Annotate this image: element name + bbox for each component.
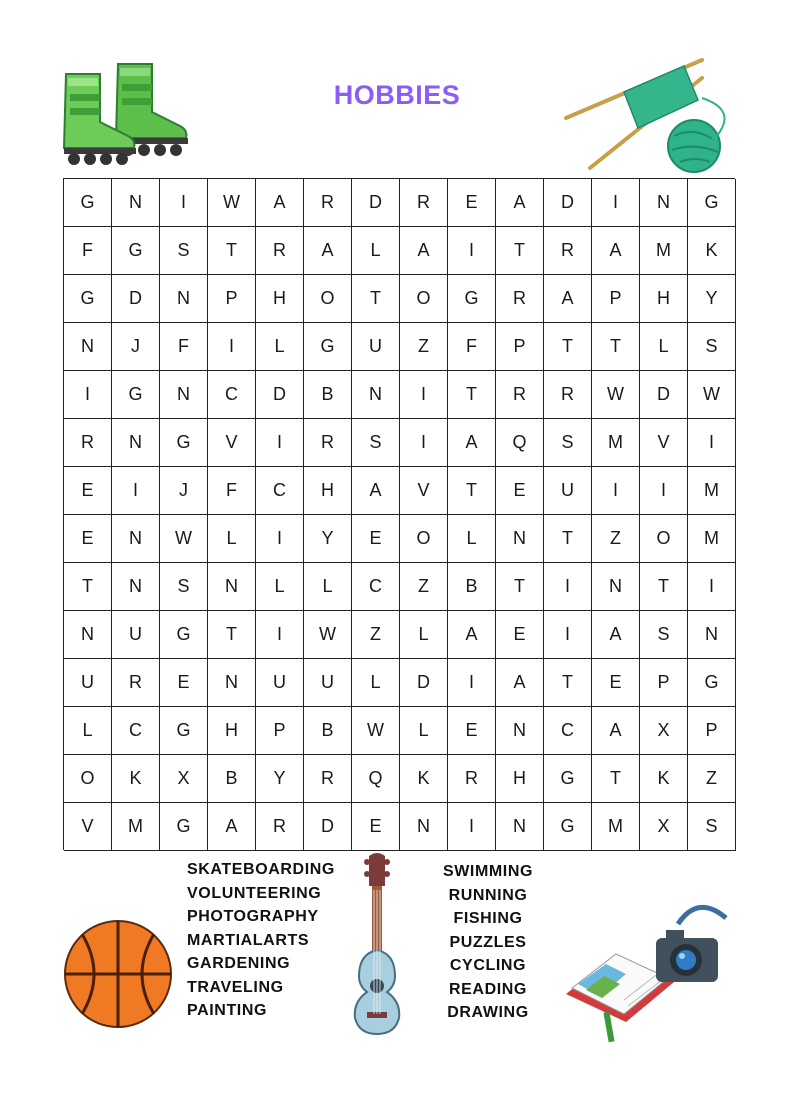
grid-cell[interactable]: L [640, 323, 688, 371]
grid-cell[interactable]: X [640, 803, 688, 851]
grid-cell[interactable]: I [256, 515, 304, 563]
grid-cell[interactable]: B [208, 755, 256, 803]
grid-cell[interactable]: A [352, 467, 400, 515]
grid-cell[interactable]: N [208, 563, 256, 611]
knitting-yarn-icon [562, 58, 737, 178]
grid-cell[interactable]: T [352, 275, 400, 323]
grid-cell[interactable]: F [448, 323, 496, 371]
word-list-item: SKATEBOARDING [187, 861, 335, 878]
grid-cell[interactable]: G [448, 275, 496, 323]
word-list-item: PAINTING [187, 1002, 268, 1019]
grid-cell[interactable]: T [208, 227, 256, 275]
grid-cell[interactable]: I [64, 371, 112, 419]
grid-cell[interactable]: L [352, 659, 400, 707]
grid-cell[interactable]: R [304, 179, 352, 227]
grid-cell[interactable]: K [640, 755, 688, 803]
grid-cell[interactable]: I [448, 803, 496, 851]
grid-cell[interactable]: Z [592, 515, 640, 563]
grid-cell[interactable]: P [640, 659, 688, 707]
grid-cell[interactable]: R [304, 419, 352, 467]
grid-cell[interactable]: M [592, 419, 640, 467]
grid-cell[interactable]: B [304, 707, 352, 755]
grid-cell[interactable]: R [112, 659, 160, 707]
grid-cell[interactable]: I [160, 179, 208, 227]
grid-cell[interactable]: W [352, 707, 400, 755]
grid-cell[interactable]: G [304, 323, 352, 371]
grid-cell[interactable]: G [544, 755, 592, 803]
grid-cell[interactable]: R [544, 371, 592, 419]
grid-cell[interactable]: H [496, 755, 544, 803]
word-search-grid [63, 178, 735, 850]
grid-cell[interactable]: H [208, 707, 256, 755]
grid-cell[interactable]: T [64, 563, 112, 611]
grid-cell[interactable]: L [256, 563, 304, 611]
grid-cell[interactable]: B [304, 371, 352, 419]
grid-cell[interactable]: M [688, 467, 736, 515]
grid-cell[interactable]: G [160, 611, 208, 659]
grid-cell[interactable]: M [112, 803, 160, 851]
grid-cell[interactable]: I [400, 419, 448, 467]
grid-cell[interactable]: O [304, 275, 352, 323]
word-list-item: DRAWING [447, 1004, 529, 1021]
grid-cell[interactable]: S [640, 611, 688, 659]
grid-cell[interactable]: M [640, 227, 688, 275]
grid-cell[interactable]: T [544, 323, 592, 371]
grid-cell[interactable]: T [544, 515, 592, 563]
grid-cell[interactable]: Z [400, 563, 448, 611]
grid-cell[interactable]: P [688, 707, 736, 755]
grid-cell[interactable]: E [448, 179, 496, 227]
grid-cell[interactable]: T [496, 227, 544, 275]
grid-cell[interactable]: S [352, 419, 400, 467]
grid-cell[interactable]: B [448, 563, 496, 611]
grid-cell[interactable]: K [112, 755, 160, 803]
grid-cell[interactable]: T [496, 563, 544, 611]
grid-cell[interactable]: I [688, 419, 736, 467]
grid-cell[interactable]: R [544, 227, 592, 275]
grid-cell[interactable]: P [592, 275, 640, 323]
grid-cell[interactable]: T [448, 371, 496, 419]
grid-cell[interactable]: C [352, 563, 400, 611]
grid-cell[interactable]: C [544, 707, 592, 755]
grid-cell[interactable]: D [304, 803, 352, 851]
grid-cell[interactable]: L [400, 707, 448, 755]
grid-cell[interactable]: N [592, 563, 640, 611]
grid-cell[interactable]: L [256, 323, 304, 371]
grid-cell[interactable]: E [496, 467, 544, 515]
grid-cell[interactable]: E [592, 659, 640, 707]
grid-cell[interactable]: C [256, 467, 304, 515]
grid-cell[interactable]: I [448, 659, 496, 707]
grid-cell[interactable]: N [112, 563, 160, 611]
grid-cell[interactable]: G [112, 371, 160, 419]
grid-cell[interactable]: L [304, 563, 352, 611]
word-list-item: TRAVELING [187, 978, 284, 996]
grid-cell[interactable]: C [208, 371, 256, 419]
grid-cell[interactable]: R [256, 227, 304, 275]
grid-cell[interactable]: C [112, 707, 160, 755]
word-list-item: FISHING [453, 910, 523, 927]
grid-cell[interactable]: R [256, 803, 304, 851]
grid-cell[interactable]: A [448, 611, 496, 659]
grid-cell[interactable]: I [544, 563, 592, 611]
grid-cell[interactable]: R [496, 275, 544, 323]
grid-cell[interactable]: Q [352, 755, 400, 803]
grid-cell[interactable]: Z [688, 755, 736, 803]
grid-cell[interactable]: I [256, 611, 304, 659]
grid-cell[interactable]: E [352, 803, 400, 851]
page-title: HOBBIES [333, 80, 461, 110]
grid-cell[interactable]: N [112, 419, 160, 467]
grid-cell[interactable]: U [304, 659, 352, 707]
grid-cell[interactable]: I [256, 419, 304, 467]
grid-cell[interactable]: I [448, 227, 496, 275]
grid-cell[interactable]: J [112, 323, 160, 371]
word-list-item: CYCLING [449, 957, 527, 974]
grid-cell[interactable]: L [352, 227, 400, 275]
grid-cell[interactable]: A [592, 227, 640, 275]
grid-cell[interactable]: P [496, 323, 544, 371]
grid-cell[interactable]: O [400, 515, 448, 563]
grid-cell[interactable]: O [64, 755, 112, 803]
grid-cell[interactable]: G [64, 275, 112, 323]
word-list-item: PHOTOGRAPHY [187, 908, 319, 925]
grid-cell[interactable]: N [112, 515, 160, 563]
grid-cell[interactable]: S [688, 323, 736, 371]
grid-cell[interactable]: S [160, 227, 208, 275]
grid-cell[interactable]: I [592, 179, 640, 227]
grid-cell[interactable]: T [448, 467, 496, 515]
word-list-item: GARDENING [187, 955, 291, 972]
grid-cell[interactable]: R [448, 755, 496, 803]
grid-cell[interactable]: H [640, 275, 688, 323]
grid-cell[interactable]: W [304, 611, 352, 659]
basketball-icon [62, 918, 174, 1030]
inline-skates-icon [60, 58, 192, 168]
grid-cell[interactable]: I [640, 467, 688, 515]
camera-book-icon [566, 902, 736, 1044]
grid-cell[interactable]: N [640, 179, 688, 227]
grid-cell[interactable]: V [640, 419, 688, 467]
grid-cell[interactable]: W [688, 371, 736, 419]
grid-cell[interactable]: T [208, 611, 256, 659]
grid-cell[interactable]: V [400, 467, 448, 515]
grid-cell[interactable]: U [544, 467, 592, 515]
grid-cell[interactable]: D [544, 179, 592, 227]
grid-cell[interactable]: N [64, 323, 112, 371]
grid-cell[interactable]: E [448, 707, 496, 755]
grid-cell[interactable]: A [496, 659, 544, 707]
grid-cell[interactable]: N [496, 515, 544, 563]
grid-cell[interactable]: F [160, 323, 208, 371]
grid-cell[interactable]: L [400, 611, 448, 659]
grid-cell[interactable]: M [688, 515, 736, 563]
grid-cell[interactable]: E [352, 515, 400, 563]
grid-cell[interactable]: V [208, 419, 256, 467]
grid-cell[interactable]: A [592, 707, 640, 755]
grid-cell[interactable]: G [64, 179, 112, 227]
ukulele-icon [347, 850, 409, 1036]
grid-cell[interactable]: D [256, 371, 304, 419]
grid-cell[interactable]: R [64, 419, 112, 467]
grid-cell[interactable]: D [352, 179, 400, 227]
grid-cell[interactable]: Y [304, 515, 352, 563]
grid-cell[interactable]: U [352, 323, 400, 371]
grid-cell[interactable]: X [640, 707, 688, 755]
word-list-item: RUNNING [448, 886, 528, 904]
grid-cell[interactable]: E [64, 515, 112, 563]
grid-cell[interactable]: Z [400, 323, 448, 371]
grid-cell[interactable]: E [160, 659, 208, 707]
grid-cell[interactable]: N [352, 371, 400, 419]
grid-cell[interactable]: F [208, 467, 256, 515]
word-list-item: MARTIALARTS [187, 931, 310, 949]
grid-cell[interactable]: G [160, 419, 208, 467]
grid-cell[interactable]: D [400, 659, 448, 707]
grid-cell[interactable]: H [256, 275, 304, 323]
grid-cell[interactable]: E [496, 611, 544, 659]
word-list-item: PUZZLES [449, 933, 527, 951]
grid-cell[interactable]: G [688, 179, 736, 227]
grid-cell[interactable]: I [544, 611, 592, 659]
grid-cell[interactable]: D [640, 371, 688, 419]
grid-cell[interactable]: G [544, 803, 592, 851]
grid-cell[interactable]: S [688, 803, 736, 851]
grid-cell[interactable]: L [448, 515, 496, 563]
grid-cell[interactable]: N [688, 611, 736, 659]
grid-cell[interactable]: A [304, 227, 352, 275]
word-list-right [440, 860, 536, 1025]
grid-cell[interactable]: S [160, 563, 208, 611]
grid-cell[interactable]: U [256, 659, 304, 707]
grid-cell[interactable]: A [592, 611, 640, 659]
grid-cell[interactable]: G [160, 803, 208, 851]
grid-cell[interactable]: R [400, 179, 448, 227]
grid-cell[interactable]: G [112, 227, 160, 275]
grid-cell[interactable]: Y [688, 275, 736, 323]
grid-cell[interactable]: D [112, 275, 160, 323]
grid-cell[interactable]: T [544, 659, 592, 707]
grid-cell[interactable]: V [64, 803, 112, 851]
grid-cell[interactable]: Z [352, 611, 400, 659]
grid-cell[interactable]: S [544, 419, 592, 467]
grid-cell[interactable]: A [544, 275, 592, 323]
grid-cell[interactable]: A [256, 179, 304, 227]
grid-cell[interactable]: Y [256, 755, 304, 803]
grid-cell[interactable]: N [64, 611, 112, 659]
grid-cell[interactable]: I [112, 467, 160, 515]
grid-cell[interactable]: N [160, 275, 208, 323]
word-list-item: SWIMMING [442, 863, 534, 880]
grid-cell[interactable]: N [496, 707, 544, 755]
grid-cell[interactable]: A [448, 419, 496, 467]
grid-cell[interactable]: N [496, 803, 544, 851]
grid-cell[interactable]: K [400, 755, 448, 803]
grid-cell[interactable]: Q [496, 419, 544, 467]
grid-cell[interactable]: J [160, 467, 208, 515]
grid-cell[interactable]: U [112, 611, 160, 659]
grid-cell[interactable]: G [688, 659, 736, 707]
grid-cell[interactable]: F [64, 227, 112, 275]
grid-cell[interactable]: W [208, 179, 256, 227]
grid-cell[interactable]: N [112, 179, 160, 227]
grid-cell[interactable]: H [304, 467, 352, 515]
word-list-item: VOLUNTEERING [187, 884, 322, 902]
grid-cell[interactable]: N [400, 803, 448, 851]
grid-cell[interactable]: I [208, 323, 256, 371]
grid-cell[interactable]: M [592, 803, 640, 851]
grid-cell[interactable]: P [256, 707, 304, 755]
grid-cell[interactable]: T [640, 563, 688, 611]
grid-cell[interactable]: T [592, 323, 640, 371]
grid-cell[interactable]: N [208, 659, 256, 707]
grid-cell[interactable]: N [160, 371, 208, 419]
grid-cell[interactable]: W [592, 371, 640, 419]
grid-cell[interactable]: P [208, 275, 256, 323]
grid-cell[interactable]: L [208, 515, 256, 563]
grid-cell[interactable]: W [160, 515, 208, 563]
grid-cell[interactable]: R [496, 371, 544, 419]
grid-cell[interactable]: O [400, 275, 448, 323]
grid-cell[interactable]: R [304, 755, 352, 803]
grid-cell[interactable]: E [64, 467, 112, 515]
grid-cell[interactable]: U [64, 659, 112, 707]
grid-cell[interactable]: A [208, 803, 256, 851]
grid-cell[interactable]: A [496, 179, 544, 227]
grid-cell[interactable]: I [688, 563, 736, 611]
grid-cell[interactable]: I [592, 467, 640, 515]
grid-cell[interactable]: X [160, 755, 208, 803]
grid-cell[interactable]: K [688, 227, 736, 275]
word-list-item: READING [449, 980, 527, 998]
grid-cell[interactable]: G [160, 707, 208, 755]
grid-cell[interactable]: O [640, 515, 688, 563]
word-list-left [187, 858, 335, 1023]
grid-cell[interactable]: L [64, 707, 112, 755]
grid-cell[interactable]: A [400, 227, 448, 275]
grid-cell[interactable]: T [592, 755, 640, 803]
grid-cell[interactable]: I [400, 371, 448, 419]
